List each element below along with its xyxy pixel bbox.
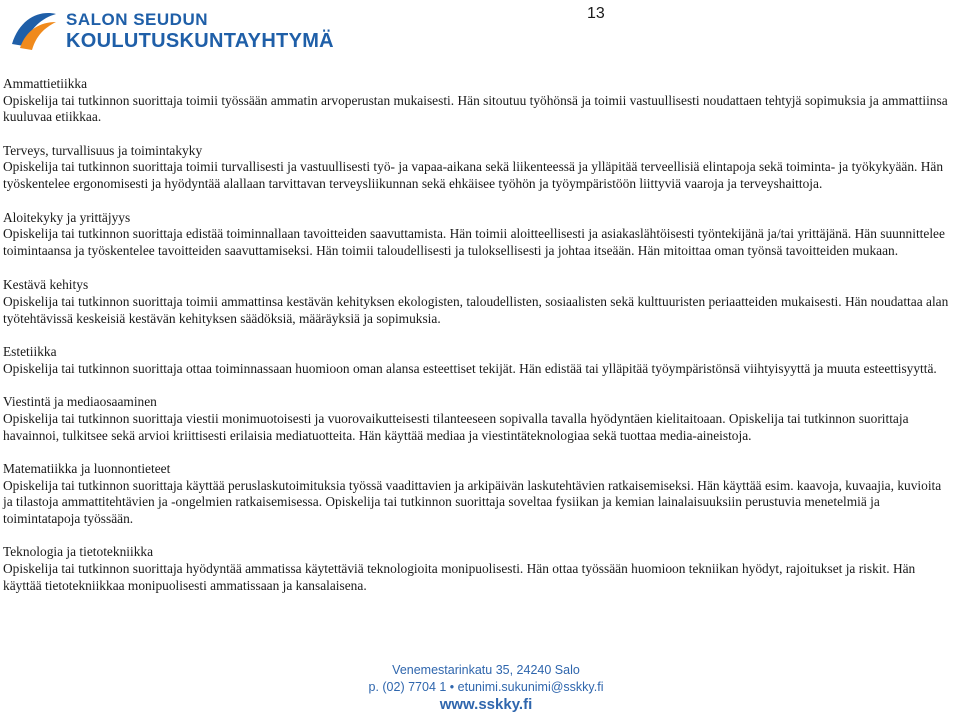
- section-title: Teknologia ja tietotekniikka: [3, 544, 154, 560]
- footer-website-link[interactable]: www.sskky.fi: [439, 696, 533, 713]
- section-title: Estetiikka: [3, 344, 57, 360]
- section-viestinta: [3, 394, 951, 444]
- section-body: Opiskelija tai tutkinnon suorittaja hyödyntää ammatissa käytettäviä teknologioita monipuolisesti. Hän ottaa työssään huomioon tekniikan hyödyt, rajoitukset ja riskit. Hän käyttää tietotekniikkaa monipuolisesti ammatissaan ja kansalaisena.: [3, 561, 916, 593]
- section-title: Terveys, turvallisuus ja toimintakyky: [3, 142, 203, 158]
- section-title: Aloitekyky ja yrittäjyys: [3, 209, 131, 225]
- logo-text-line2: KOULUTUSKUNTAYHTYMÄ: [66, 30, 334, 52]
- section-body: Opiskelija tai tutkinnon suorittaja toimii työssään ammatin arvoperustan mukaisesti. Hän sitoutuu työhönsä ja toimii vastuullisesti noudattaen tehtyjä sopimuksia ja ammattiinsa kuuluvaa etiikkaa.: [3, 92, 948, 125]
- section-body: Opiskelija tai tutkinnon suorittaja käyttää peruslaskutoimituksia työssä vaadittavien ja arkipäivän laskutehtävien ratkaisemiseksi. Hän käyttää esim. kaavoja, kuvaajia, kuvioita ja tilastoja ammattitehtävien ja -ongelmien ratkaisemisessa. Opiskelija tai tutkinnon suorittaja soveltaa fysiikan ja kemian lainalaisuuksiin perustuvia menetelmiä ja toimintatapoja työssään.: [3, 477, 942, 526]
- document-body: [3, 76, 951, 611]
- section-title: Kestävä kehitys: [3, 277, 89, 293]
- section-body: Opiskelija tai tutkinnon suorittaja toimii ammattinsa kestävän kehityksen ekologisten, taloudellisten, sosiaalisten sekä kulttuuristen periaatteiden mukaisesti. Hän noudattaa alan työtehtävissä keskeisiä kestävän kehityksen säädöksiä, määräyksiä ja sopimuksia.: [3, 293, 949, 326]
- logo-text-line1: SALON SEUDUN: [66, 10, 209, 29]
- section-terveys: [3, 143, 951, 193]
- section-aloitekyky: [3, 210, 951, 260]
- page-number: 13: [587, 5, 605, 22]
- section-title: Matematiikka ja luonnontieteet: [3, 461, 171, 477]
- section-ammattietiikka: [3, 76, 951, 126]
- section-body: Opiskelija tai tutkinnon suorittaja edistää toiminnallaan tavoitteiden saavuttamista. Hän toimii aloitteellisesti ja asiakaslähtöisesti työntekijänä ja/tai yrittäjänä. Hän suunnittelee toimintaansa ja työskentelee tavoitteiden saavuttamiseksi. Hän toimii taloudellisesti ja tuloksellisesti ja johtaa itseään. Hän mitoittaa oman työnsä tavoitteiden mukaan.: [3, 226, 945, 258]
- section-estetiikka: [3, 344, 951, 377]
- section-teknologia: [3, 544, 951, 594]
- organization-logo: [6, 4, 351, 54]
- footer-contact: p. (02) 7704 1 • etunimi.sukunimi@sskky.fi: [368, 680, 604, 694]
- section-title: Viestintä ja mediaosaaminen: [3, 394, 157, 410]
- logo-mark-icon: [6, 4, 60, 54]
- section-body: Opiskelija tai tutkinnon suorittaja ottaa toiminnassaan huomioon oman alansa esteettiset tekijät. Hän edistää tai ylläpitää työympäristönsä viihtyisyyttä ja muuta esteettisyyttä.: [3, 360, 937, 376]
- section-kestava-kehitys: [3, 277, 951, 327]
- section-body: Opiskelija tai tutkinnon suorittaja viestii monimuotoisesti ja vuorovaikutteisesti tilanteeseen sopivalla tavalla hyödyntäen kielitaitoaan. Opiskelija tai tutkinnon suorittaja havainnoi, tulkitsee sekä arvioi kriittisesti erilaisia mediatuotteita. Hän käyttää mediaa ja viestintäteknologiaa sekä tuottaa media-aineistoja.: [3, 410, 909, 443]
- section-body: Opiskelija tai tutkinnon suorittaja toimii turvallisesti ja vastuullisesti työ- ja vapaa-aikana sekä liikenteessä ja ylläpitää terveellisiä elintapoja sekä toiminta- ja työkykyään. Hän työskentelee ergonomisesti ja hyödyntää alallaan tarvittavan terveysliikunnan sekä ehkäisee työhön ja työympäristöön liittyviä vaaroja ja terveyshaittoja.: [3, 159, 944, 191]
- section-matematiikka: [3, 461, 951, 527]
- section-title: Ammattietiikka: [3, 76, 88, 91]
- footer-address: Venemestarinkatu 35, 24240 Salo: [392, 663, 580, 677]
